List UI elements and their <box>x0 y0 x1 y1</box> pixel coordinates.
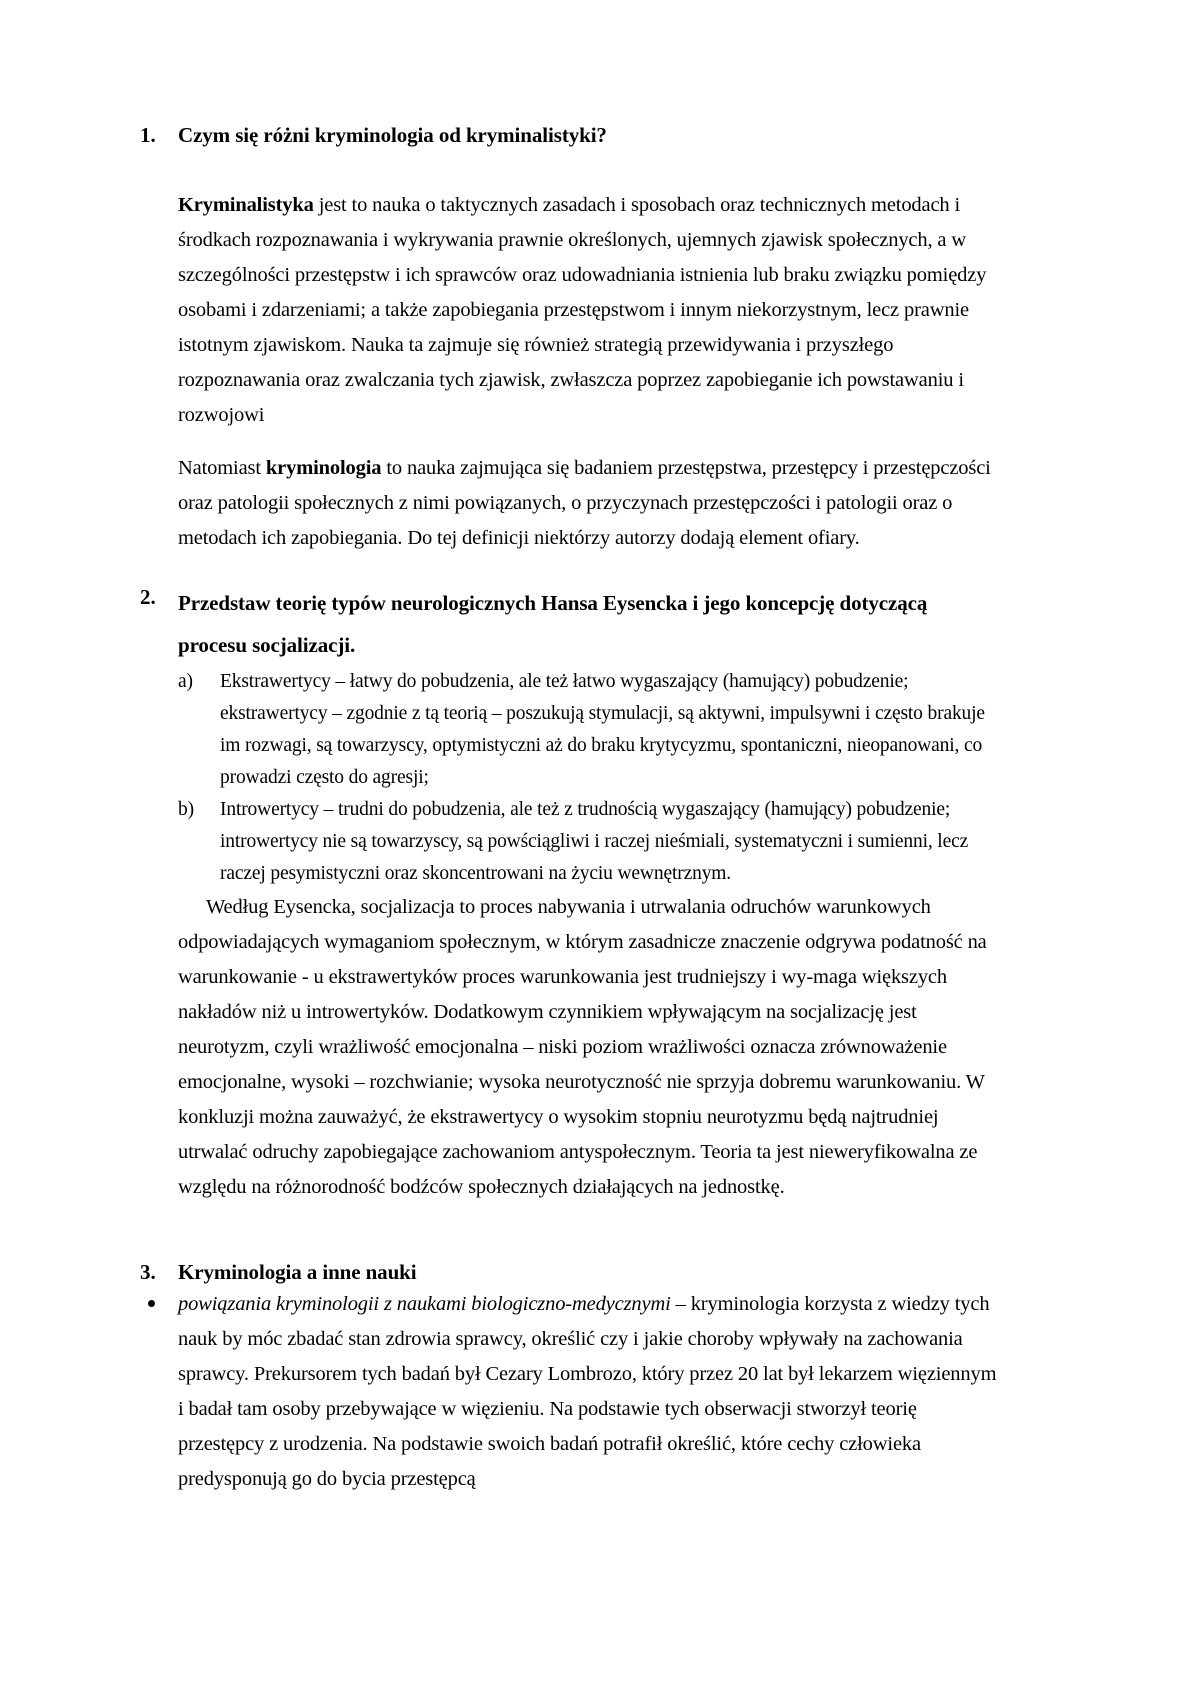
list-item <box>178 794 1000 890</box>
section-3 <box>140 1257 1000 1287</box>
bullet-icon <box>148 1300 155 1307</box>
section-1-heading: Czym się różni kryminologia od kryminalistyki? <box>178 123 607 147</box>
list-item-text: Ekstrawertycy – łatwy do pobudzenia, ale też łatwo wygaszający (hamujący) pobudzenie; ekstrawertycy – zgodnie z tą teorią – poszukują stymulacji, są aktywni, impulsywni i często brakuje im rozwagi, są towarzyscy, optymistyczni aż do braku krytycyzmu, spontaniczni, nieopanowani, co prowadzi często do agresji; <box>220 671 985 788</box>
list-item-marker: a) <box>178 671 193 692</box>
section-1 <box>140 120 1000 150</box>
section-3-bullet-list <box>140 1287 1000 1497</box>
section-1-number: 1. <box>140 123 156 147</box>
section-1-paragraph-2 <box>140 451 1000 556</box>
section-3-number: 3. <box>140 1260 156 1284</box>
section-2-lettered-list <box>140 666 1000 890</box>
section-2-number: 2. <box>140 585 156 609</box>
paragraph-2-body: to nauka zajmująca się badaniem przestępstwa, przestępcy i przestępczości oraz patologii społecznych z nimi powiązanych, o przyczynach przestępczości i patologii oraz o metodach ich zapobiegania. Do tej definicji niektórzy autorzy dodają element ofiary. <box>178 457 991 549</box>
document-content <box>140 120 1000 1497</box>
paragraph-1-lead-term: Kryminalistyka <box>178 194 314 216</box>
section-2-heading: Przedstaw teorię typów neurologicznych Hansa Eysencka i jego koncepcję dotyczącą procesu socjalizacji. <box>178 591 928 657</box>
bullet-text: – kryminologia korzysta z wiedzy tych nauk by móc zbadać stan zdrowia sprawcy, określić czy i jakie choroby wpływały na zachowania sprawcy. Prekursorem tych badań był Cezary Lombrozo, który przez 20 lat był lekarzem więziennym i badał tam osoby przebywające w więzieniu. Na podstawie tych obserwacji stworzył teorię przestępcy z urodzenia. Na podstawie swoich badań potrafił określić, które cechy człowieka predysponują go do bycia przestępcą <box>178 1293 997 1490</box>
section-1-paragraph-1 <box>140 188 1000 433</box>
paragraph-1-body: jest to nauka o taktycznych zasadach i sposobach oraz technicznych metodach i środkach rozpoznawania i wykrywania prawnie określonych, ujemnych zjawisk społecznych, a w szczególności przestępstw i ich sprawców oraz udowadniania istnienia lub braku związku pomiędzy osobami i zdarzeniami; a także zapobiegania przestępstwom i innym niekorzystnym, lecz prawnie istotnym zjawiskom. Nauka ta zajmuje się również strategią przewidywania i przyszłego rozpoznawania oraz zwalczania tych zjawisk, zwłaszcza poprzez zapobieganie ich powstawaniu i rozwojowi <box>178 194 987 426</box>
list-item <box>178 666 1000 794</box>
list-item-text: Introwertycy – trudni do pobudzenia, ale też z trudnością wygaszający (hamujący) pobudzenie; introwertycy nie są towarzyscy, są powściągliwi i raczej nieśmiali, systematyczni i sumienni, lecz raczej pesymistyczni oraz skoncentrowani na życiu wewnętrznym. <box>220 799 969 884</box>
spacer <box>140 150 1000 188</box>
section-3-heading: Kryminologia a inne nauki <box>178 1260 417 1284</box>
paragraph-2-prefix: Natomiast <box>178 457 266 479</box>
section-2-closing-paragraph: Według Eysencka, socjalizacja to proces nabywania i utrwalania odruchów warunkowych odpowiadających wymaganiom społecznym, w którym zasadnicze znaczenie odgrywa podatność na warunkowanie - u ekstrawertyków proces warunkowania jest trudniejszy i wy-maga większych nakładów niż u introwertyków. Dodatkowym czynnikiem wpływającym na socjalizację jest neurotyzm, czyli wrażliwość emocjonalna – niski poziom wrażliwości oznacza zrównoważenie emocjonalne, wysoki – rozchwianie; wysoka neurotyczność nie sprzyja dobremu warunkowaniu. W konkluzji można zauważyć, że ekstrawertycy o wysokim stopniu neurotyzmu będą najtrudniej utrwalać odruchy zapobiegające zachowaniom antyspołecznym. Teoria ta jest nieweryfikowalna ze względu na różnorodność bodźców społecznych działających na jednostkę. <box>178 896 987 1198</box>
list-item <box>140 1287 1000 1497</box>
spacer <box>140 1205 1000 1257</box>
bullet-lead-term: powiązania kryminologii z naukami biologiczno-medycznymi <box>178 1293 671 1315</box>
section-2 <box>140 582 1000 666</box>
spacer <box>140 433 1000 451</box>
paragraph-2-bold-term: kryminologia <box>265 457 382 479</box>
list-item-marker: b) <box>178 799 194 820</box>
spacer <box>140 556 1000 582</box>
